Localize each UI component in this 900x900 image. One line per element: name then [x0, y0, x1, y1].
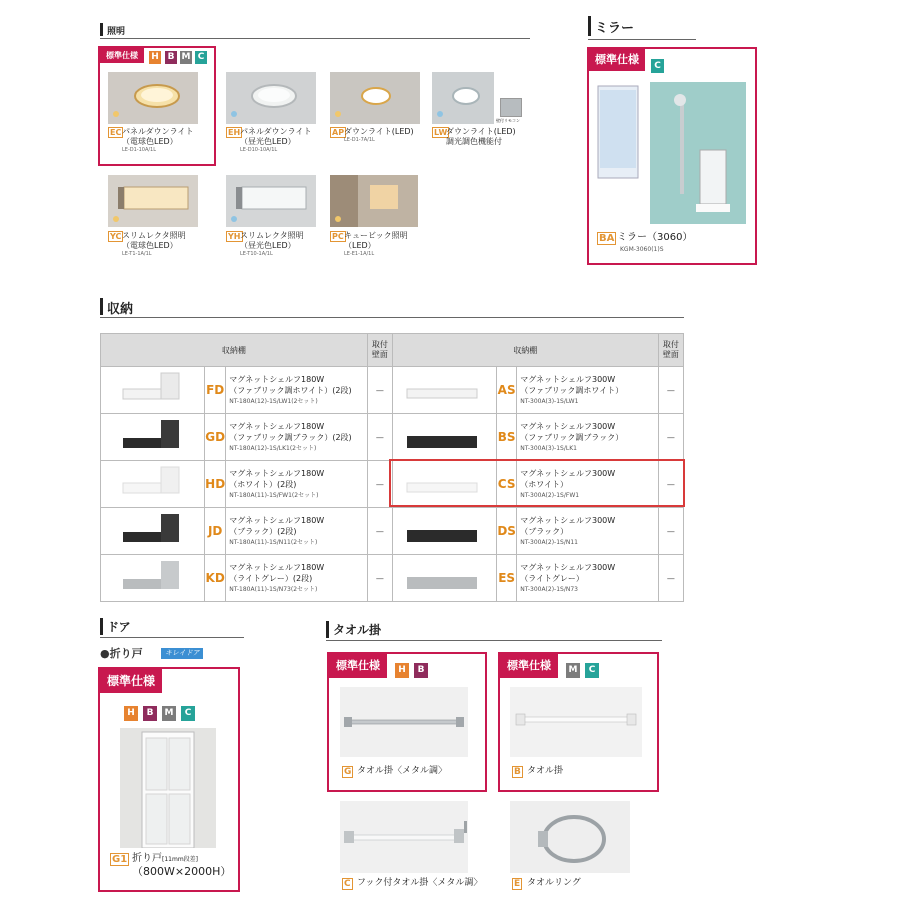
door-badge-b: B: [143, 706, 157, 721]
light-photo-yh: [226, 175, 316, 227]
shelf-code-bs: BS: [497, 414, 517, 461]
storage-highlight-cs: [389, 459, 685, 507]
light-caption-yc: スリムレクタ照明 （電球色LED） LE-T1-1A/1L: [122, 231, 186, 257]
light-code-ec: EC: [110, 128, 122, 137]
shelf-code-cs: CS: [497, 461, 517, 508]
mirror-photo: [596, 82, 746, 224]
towel-title: タオル掛: [333, 623, 382, 637]
mirror-name: ミラー（3060）: [617, 232, 693, 243]
towel-badge-m: M: [566, 663, 580, 678]
wall-remote-label: 壁付リモコン: [496, 118, 520, 123]
lighting-badge-c: C: [195, 51, 207, 64]
shelf-wall-hd: —: [367, 461, 392, 508]
door-type-label: ●折り戸: [100, 647, 143, 660]
mirror-code-ba: BA: [599, 233, 615, 244]
shelf-wall-gd: —: [367, 414, 392, 461]
towel-badge-b: B: [414, 663, 428, 678]
light-code-eh: EH: [228, 128, 241, 137]
towel-name-c: フック付タオル掛〈メタル調〉: [357, 878, 483, 888]
shelf-photo-as: [392, 367, 496, 414]
door-name: 折り戸[11mm段差] （800W×2000H）: [132, 853, 232, 878]
towel-name-g: タオル掛〈メタル調〉: [357, 766, 448, 776]
shelf-wall-bs: —: [658, 414, 683, 461]
shelf-wall-fd: —: [367, 367, 392, 414]
table-row: [101, 414, 684, 461]
door-badge-c: C: [181, 706, 195, 721]
shelf-code-kd: KD: [205, 555, 226, 602]
mirror-title: ミラー: [595, 21, 635, 36]
towel-photo-g: [340, 687, 468, 757]
mirror-section-header: [588, 15, 696, 40]
shelf-photo-fd: [101, 367, 205, 414]
light-code-pc: PC: [332, 232, 344, 241]
storage-table-header: [101, 334, 684, 367]
shelf-photo-es: [392, 555, 496, 602]
light-photo-eh: [226, 72, 316, 124]
door-badge-m: M: [162, 706, 176, 721]
storage-title: 収納: [107, 302, 134, 317]
shelf-photo-kd: [101, 555, 205, 602]
shelf-desc-jd: マグネットシェルフ180W （ブラック）(2段) NT-180A(11)-1S/N11(2セット): [226, 508, 367, 555]
mirror-badge-c: C: [651, 59, 664, 73]
towel-photo-c: [340, 801, 468, 873]
light-caption-lw: ダウンライト(LED) 調光調色機能付: [446, 127, 516, 146]
shelf-code-jd: JD: [205, 508, 226, 555]
towel-name-b: タオル掛: [527, 766, 564, 776]
shelf-photo-gd: [101, 414, 205, 461]
storage-col-wall-right: 取付 壁面: [658, 334, 683, 367]
kireidoa-badge: キレイドア: [161, 648, 203, 659]
shelf-desc-cs: マグネットシェルフ300W （ホワイト） NT-300A(2)-1S/FW1: [517, 461, 658, 508]
shelf-wall-as: —: [658, 367, 683, 414]
shelf-photo-hd: [101, 461, 205, 508]
shelf-code-hd: HD: [205, 461, 226, 508]
light-photo-yc: [108, 175, 198, 227]
shelf-wall-kd: —: [367, 555, 392, 602]
mirror-model: KGM-3060(1)S: [620, 246, 664, 253]
storage-col-shelf-left: 収納棚: [101, 334, 368, 367]
shelf-photo-bs: [392, 414, 496, 461]
towel-section-header: [326, 620, 662, 641]
light-caption-ap: ダウンライト(LED) LE-D1-7A/1L: [344, 127, 414, 143]
table-row: [101, 367, 684, 414]
table-row: [101, 508, 684, 555]
light-caption-yh: スリムレクタ照明 （昼光色LED） LE-T10-1A/1L: [240, 231, 304, 257]
towel-code-g: G: [344, 767, 352, 777]
towel-badge-h: H: [395, 663, 409, 678]
light-photo-pc: [330, 175, 418, 227]
light-photo-ec: [108, 72, 198, 124]
lighting-badge-h: H: [149, 51, 161, 64]
towel-badge-c: C: [585, 663, 599, 678]
door-photo: [120, 728, 216, 848]
light-code-yc: YC: [110, 232, 122, 241]
shelf-desc-hd: マグネットシェルフ180W （ホワイト）(2段) NT-180A(11)-1S/FW1(2セット): [226, 461, 367, 508]
towel-code-c: C: [344, 879, 351, 889]
light-caption-pc: キュービック照明 （LED） LE-E1-1A/1L: [344, 231, 408, 257]
storage-col-shelf-right: 収納棚: [392, 334, 658, 367]
towel-photo-e: [510, 801, 630, 873]
storage-col-wall-left: 取付 壁面: [367, 334, 392, 367]
towel-name-e: タオルリング: [527, 878, 581, 888]
towel-code-b: B: [514, 767, 521, 777]
shelf-desc-ds: マグネットシェルフ300W （ブラック） NT-300A(2)-1S/N11: [517, 508, 658, 555]
shelf-code-ds: DS: [497, 508, 517, 555]
lighting-title: 照明: [107, 27, 126, 37]
shelf-wall-es: —: [658, 555, 683, 602]
shelf-photo-ds: [392, 508, 496, 555]
shelf-desc-kd: マグネットシェルフ180W （ライトグレー）(2段) NT-180A(11)-1S/N73(2セット): [226, 555, 367, 602]
shelf-desc-fd: マグネットシェルフ180W （ファブリック調ホワイト）(2段) NT-180A(12)-1S/LW1(2セット): [226, 367, 367, 414]
shelf-desc-bs: マグネットシェルフ300W （ファブリック調ブラック） NT-300A(3)-1S/LK1: [517, 414, 658, 461]
shelf-code-fd: FD: [205, 367, 226, 414]
shelf-code-as: AS: [497, 367, 517, 414]
lighting-section-header: [100, 22, 530, 39]
wall-remote-icon: [500, 98, 522, 117]
shelf-wall-ds: —: [658, 508, 683, 555]
shelf-code-gd: GD: [205, 414, 226, 461]
shelf-desc-gd: マグネットシェルフ180W （ファブリック調ブラック）(2段) NT-180A(12)-1S/LK1(2セット): [226, 414, 367, 461]
shelf-wall-jd: —: [367, 508, 392, 555]
mirror-standard-tag: 標準仕様: [589, 49, 645, 71]
towel-photo-b: [510, 687, 642, 757]
towel-code-e: E: [514, 879, 521, 889]
towel-standard-tag-right: 標準仕様: [500, 654, 558, 678]
light-code-ap: AP: [332, 128, 345, 137]
door-badge-h: H: [124, 706, 138, 721]
door-section-header: [100, 617, 244, 638]
table-row: [101, 555, 684, 602]
shelf-wall-cs: —: [658, 461, 683, 508]
light-photo-ap: [330, 72, 420, 124]
lighting-standard-tag: 標準仕様: [100, 48, 144, 63]
storage-section-header: [100, 297, 684, 318]
door-code-g1: G1: [112, 854, 128, 865]
lighting-badge-b: B: [165, 51, 177, 64]
shelf-photo-jd: [101, 508, 205, 555]
light-code-yh: YH: [228, 232, 241, 241]
light-caption-ec: パネルダウンライト （電球色LED） LE-D1-10A/1L: [122, 127, 194, 153]
light-code-lw: LW: [434, 128, 448, 137]
lighting-badge-m: M: [181, 52, 191, 62]
door-standard-tag: 標準仕様: [100, 669, 162, 693]
shelf-code-es: ES: [497, 555, 517, 602]
shelf-desc-as: マグネットシェルフ300W （ファブリック調ホワイト） NT-300A(3)-1S/LW1: [517, 367, 658, 414]
light-caption-eh: パネルダウンライト （昼光色LED） LE-D10-10A/1L: [240, 127, 312, 153]
door-title: ドア: [107, 620, 131, 634]
towel-standard-tag-left: 標準仕様: [329, 654, 387, 678]
light-photo-lw: [432, 72, 494, 124]
shelf-desc-es: マグネットシェルフ300W （ライトグレー） NT-300A(2)-1S/N73: [517, 555, 658, 602]
